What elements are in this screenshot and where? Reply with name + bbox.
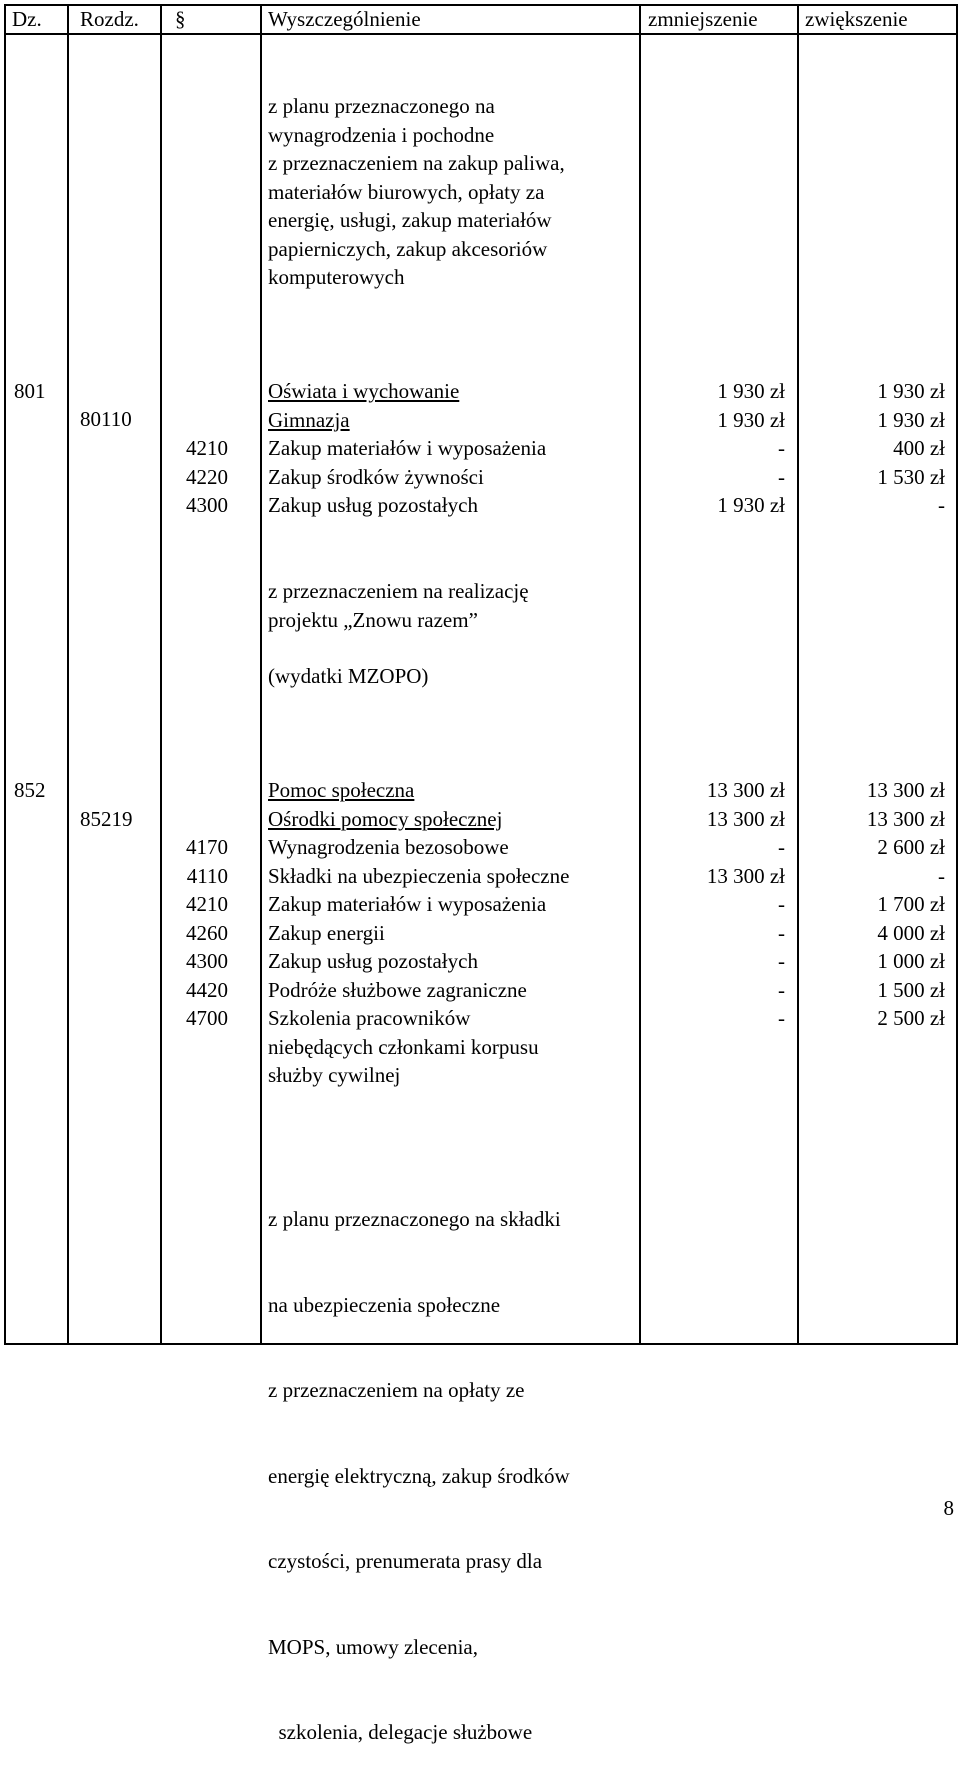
increase-value: 400 zł [893,436,945,460]
par-code [160,805,228,834]
note-801-extra: (wydatki MZOPO) [268,664,429,688]
section-852-desc-col [268,776,569,1090]
note-line: z planu przeznaczonego na [268,94,495,118]
header-dz: Dz. [12,7,42,31]
decrease-value: 1 930 zł [717,379,785,403]
section-801-par-col [160,377,228,520]
note-852 [268,1148,570,1775]
par-code: 4420 [186,977,228,1002]
note-line: komputerowych [268,265,405,289]
increase-value: 1 930 zł [877,379,945,403]
par-code: 4170 [186,835,228,859]
decrease-value: - [778,464,785,489]
section-801-rozdz: 80110 [80,407,132,431]
note-line: projektu „Znowu razem” [268,607,478,632]
par-code: 4210 [186,436,228,460]
note-line: z planu przeznaczonego na składki [268,1207,561,1231]
increase-value: 13 300 zł [866,806,945,831]
decrease-value: - [778,835,785,859]
decrease-value: 13 300 zł [706,778,785,802]
decrease-value: - [778,436,785,460]
note-intro [268,92,565,292]
increase-value: 4 000 zł [877,920,945,945]
section-852-dz: 852 [14,778,46,802]
note-line: czystości, prenumerata prasy dla [268,1549,543,1573]
row-desc: służby cywilnej [268,1063,401,1087]
increase-value: 13 300 zł [866,778,945,802]
row-desc: Wynagrodzenia bezosobowe [268,835,509,859]
row-desc: Składki na ubezpieczenia społeczne [268,863,570,888]
header-description: Wyszczególnienie [268,7,421,31]
col-divider-par [260,4,262,1345]
section-852-dec-col [639,776,785,1033]
subsection-title: Gimnazja [268,407,350,432]
section-852-rozdz: 85219 [80,807,133,831]
row-desc: Zakup usług pozostałych [268,493,478,517]
increase-value: - [938,863,945,888]
increase-value: 1 500 zł [877,977,945,1002]
decrease-value: 13 300 zł [706,863,785,888]
note-line: energię elektryczną, zakup środków [268,1463,570,1488]
increase-value: 1 930 zł [877,407,945,432]
note-line: z przeznaczeniem na realizację [268,579,529,603]
row-desc: Zakup energii [268,920,385,945]
par-code [160,776,228,805]
note-line: materiałów biurowych, opłaty za [268,179,545,204]
decrease-value: - [778,920,785,945]
par-code: 4700 [186,1006,228,1030]
decrease-value: - [778,1006,785,1030]
row-desc: Zakup usług pozostałych [268,949,478,973]
note-line: energię, usługi, zakup materiałów [268,208,552,232]
note-line: wynagrodzenia i pochodne [268,122,495,147]
note-line: MOPS, umowy zlecenia, [268,1634,478,1659]
section-title: Oświata i wychowanie [268,379,460,403]
section-801-dec-col [639,377,785,520]
decrease-value: 13 300 zł [706,806,785,831]
row-desc: Zakup materiałów i wyposażenia [268,892,547,916]
subsection-title: Ośrodki pomocy społecznej [268,806,503,831]
note-line: papierniczych, zakup akcesoriów [268,236,548,261]
decrease-value: - [778,949,785,973]
par-code: 4220 [186,464,228,489]
increase-value: 2 600 zł [877,835,945,859]
increase-value: 1 700 zł [877,892,945,916]
note-line: z przeznaczeniem na opłaty ze [268,1378,525,1402]
section-801-desc-col [268,377,546,520]
decrease-value: - [778,892,785,916]
row-desc: Podróże służbowe zagraniczne [268,977,527,1002]
col-divider-dec [797,4,799,1345]
page-number: 8 [943,1496,954,1520]
par-code [160,406,228,435]
row-desc: Szkolenia pracowników [268,1006,471,1030]
header-decrease: zmniejszenie [648,7,758,31]
header-increase: zwiększenie [805,7,908,31]
section-801-inc-col [797,377,945,520]
note-line: z przeznaczeniem na zakup paliwa, [268,151,565,175]
row-desc: niebędących członkami korpusu [268,1034,539,1059]
header-rozdz: Rozdz. [80,7,139,31]
col-divider-desc [639,4,641,1345]
note-line: szkolenia, delegacje służbowe [268,1720,533,1744]
decrease-value: 1 930 zł [717,493,785,517]
par-code: 4110 [186,863,228,888]
increase-value: 1 000 zł [877,949,945,973]
par-code: 4300 [186,493,228,517]
row-desc: Zakup środków żywności [268,464,484,489]
note-line: na ubezpieczenia społeczne [268,1292,501,1317]
section-852-inc-col [797,776,945,1033]
par-code: 4300 [186,949,228,973]
section-852-par-col [160,776,228,1033]
row-desc: Zakup materiałów i wyposażenia [268,436,547,460]
note-801 [268,577,529,634]
section-801-dz: 801 [14,379,46,403]
par-code: 4210 [186,892,228,916]
increase-value: 2 500 zł [877,1006,945,1030]
col-divider-rozdz [160,4,162,1345]
increase-value: - [938,493,945,517]
section-title: Pomoc społeczna [268,778,415,802]
decrease-value: 1 930 zł [717,407,785,432]
col-divider-dz [67,4,69,1345]
par-code [160,377,228,406]
header-paragraph: § [175,7,186,31]
par-code: 4260 [186,920,228,945]
decrease-value: - [778,977,785,1002]
increase-value: 1 530 zł [877,464,945,489]
